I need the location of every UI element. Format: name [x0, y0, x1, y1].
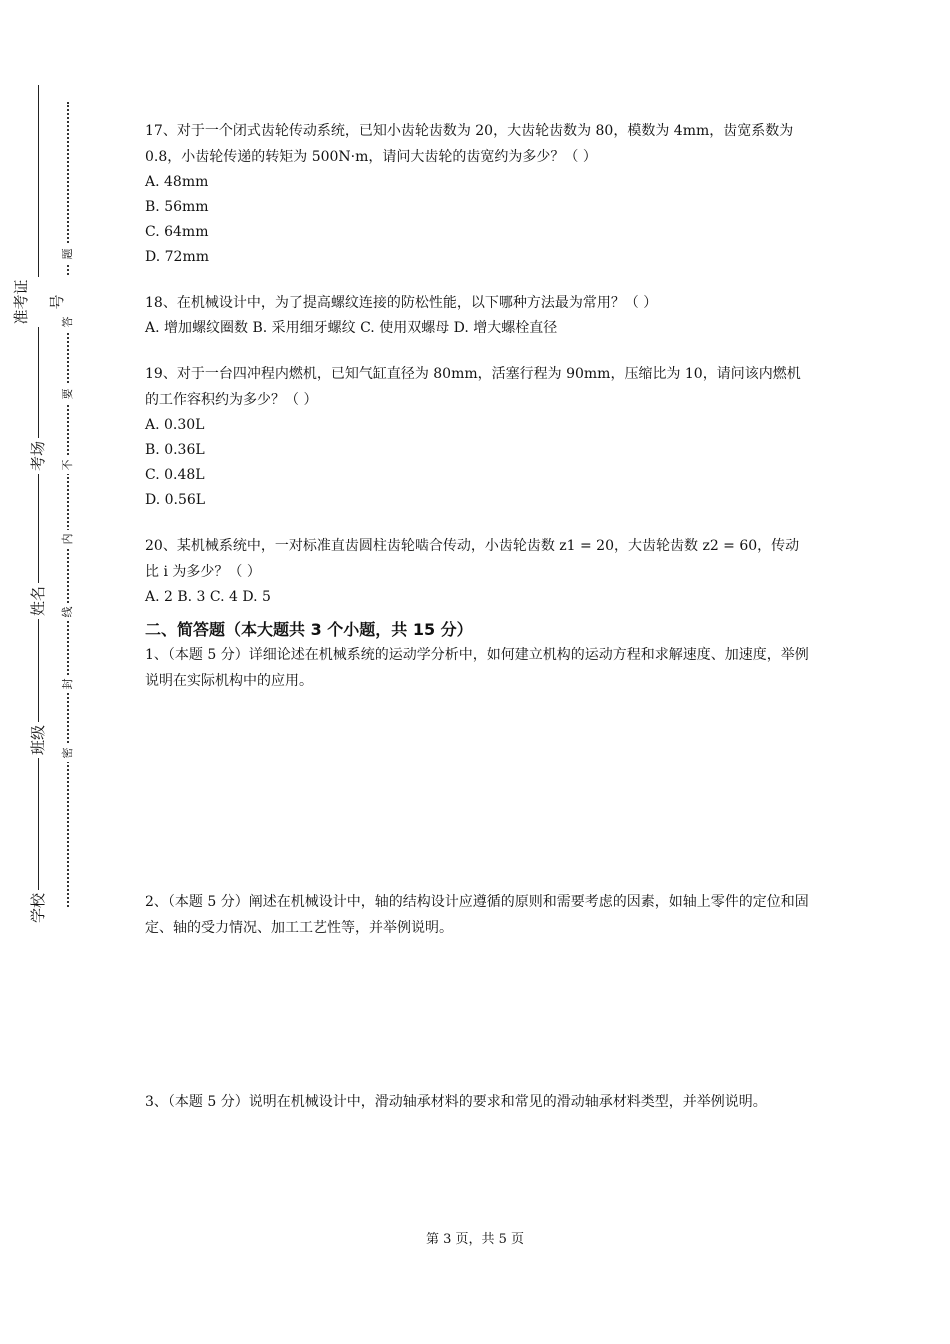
option-b: B. 0.36L — [145, 442, 205, 458]
label-exam-id: 准考证号 — [3, 277, 75, 327]
question-list — [145, 118, 810, 694]
option-a: A. 0.30L — [145, 417, 205, 433]
label-name: 姓名 — [20, 583, 56, 619]
option-a: A. 48mm — [145, 174, 209, 190]
fill-in-line — [38, 85, 39, 917]
short-answer-3-block — [145, 1089, 810, 1115]
seal-char: 内 — [59, 530, 77, 548]
question-20 — [145, 533, 810, 610]
option-d: D. 72mm — [145, 249, 209, 265]
options-inline: A. 2 B. 3 C. 4 D. 5 — [145, 589, 271, 605]
seal-char: 答 — [59, 313, 77, 331]
question-19 — [145, 361, 810, 513]
seal-char: 不 — [59, 456, 77, 474]
short-answer-3: 3、（本题 5 分）说明在机械设计中，滑动轴承材料的要求和常见的滑动轴承材料类型，并举例说明。 — [145, 1094, 767, 1110]
seal-char: 要 — [59, 385, 77, 403]
question-17 — [145, 118, 810, 270]
option-b: B. 56mm — [145, 199, 209, 215]
option-c: C. 0.48L — [145, 467, 205, 483]
short-answer-1: 1、（本题 5 分）详细论述在机械系统的运动学分析中，如何建立机构的运动方程和求解速度、加速度，举例说明在实际机构中的应用。 — [145, 647, 809, 689]
section-title: 二、简答题（本大题共 3 个小题，共 15 分） — [145, 620, 473, 639]
seal-char: 封 — [59, 675, 77, 693]
label-class: 班级 — [20, 722, 56, 758]
seal-char: 线 — [59, 603, 77, 621]
seal-dotted-line — [67, 102, 69, 907]
options-inline: A. 增加螺纹圈数 B. 采用细牙螺纹 C. 使用双螺母 D. 增大螺栓直径 — [145, 320, 558, 336]
seal-char: 题 — [59, 245, 77, 263]
option-d: D. 0.56L — [145, 492, 206, 508]
question-text: 17、对于一个闭式齿轮传动系统，已知小齿轮齿数为 20，大齿轮齿数为 80，模数为 4mm，齿宽系数为 0.8，小齿轮传递的转矩为 500N·m，请问大齿轮的齿宽约为多少？（ ） — [145, 123, 794, 165]
question-text: 19、对于一台四冲程内燃机，已知气缸直径为 80mm，活塞行程为 90mm，压缩比为 10，请问该内燃机的工作容积约为多少？（ ） — [145, 366, 801, 408]
question-text: 20、某机械系统中，一对标准直齿圆柱齿轮啮合传动，小齿轮齿数 z1 = 20，大齿轮齿数 z2 = 60，传动比 i 为多少？（ ） — [145, 538, 800, 580]
short-answer-2-block — [145, 889, 810, 941]
question-text: 18、在机械设计中，为了提高螺纹连接的防松性能，以下哪种方法最为常用？（ ） — [145, 295, 658, 311]
question-18 — [145, 290, 810, 341]
page-number: 第 3 页，共 5 页 — [425, 1232, 525, 1247]
label-exam-room: 考场 — [20, 438, 56, 474]
label-school: 学校 — [20, 890, 56, 926]
option-c: C. 64mm — [145, 224, 209, 240]
seal-char: 密 — [59, 744, 77, 762]
short-answer-2: 2、（本题 5 分）阐述在机械设计中，轴的结构设计应遵循的原则和需要考虑的因素，如轴上零件的定位和固定、轴的受力情况、加工工艺性等，并举例说明。 — [145, 894, 809, 936]
